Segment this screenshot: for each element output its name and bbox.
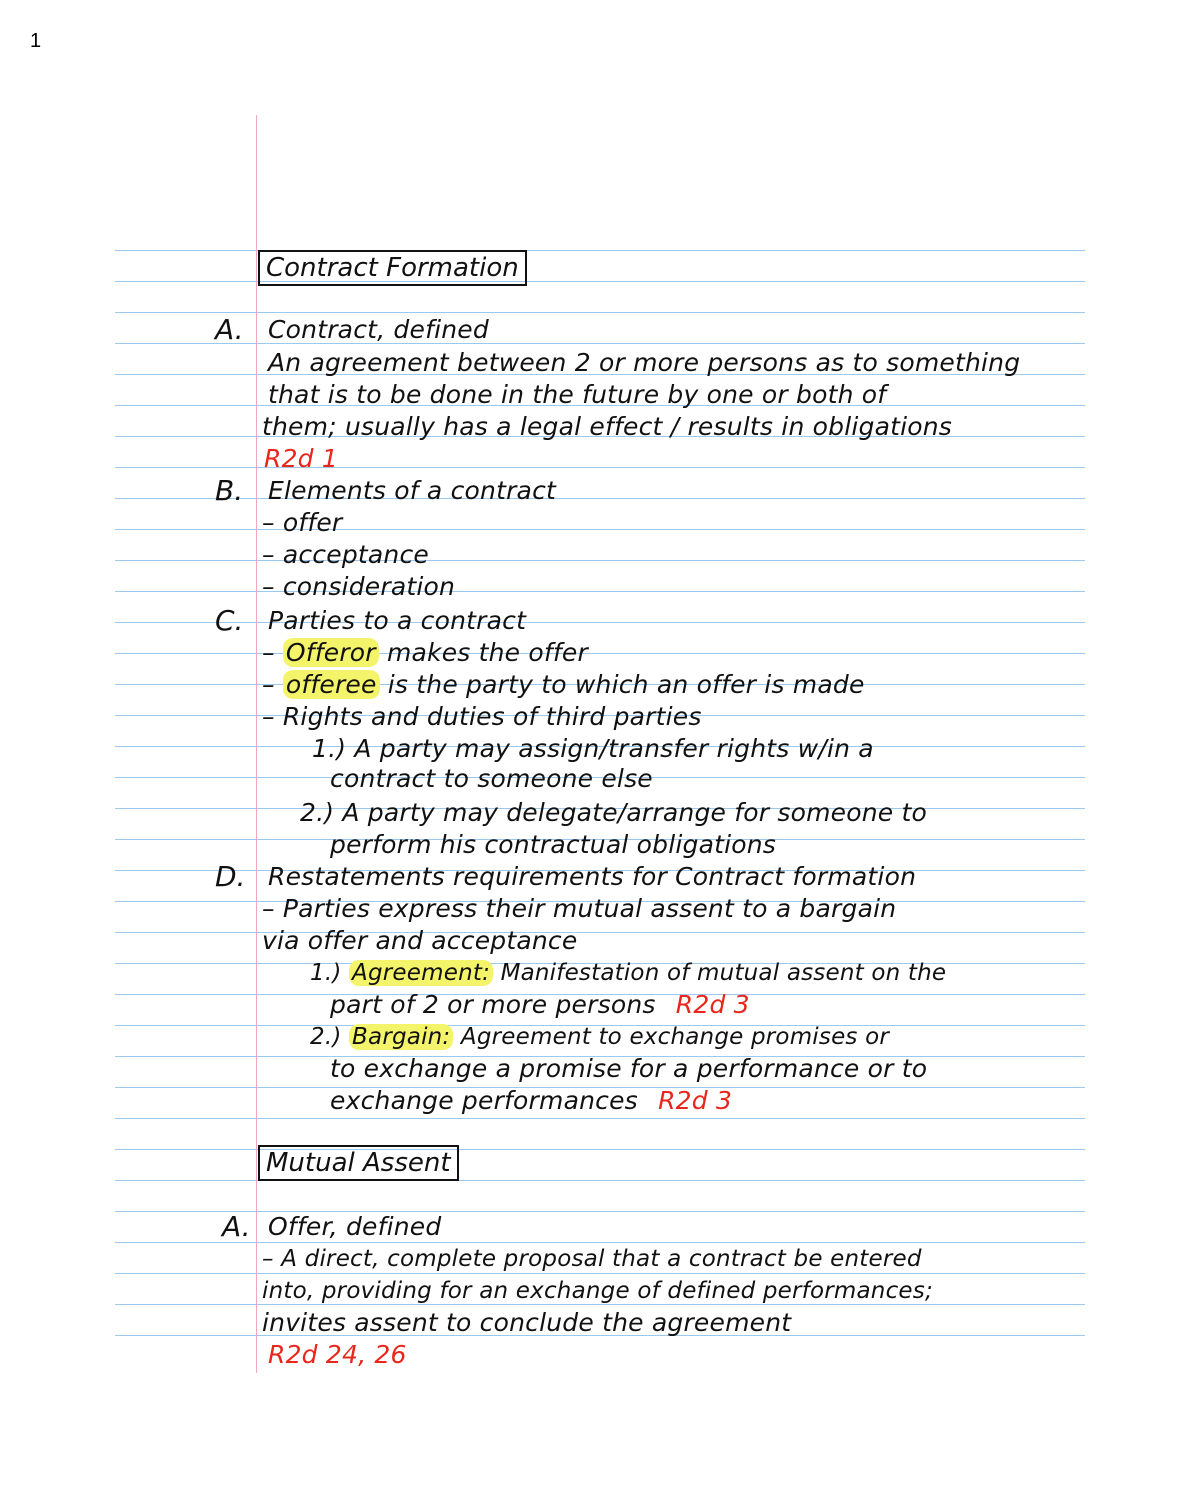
text-line: to exchange a promise for a performance or to (330, 1054, 928, 1083)
rule-line (115, 622, 1085, 623)
highlight-offeree: offeree (283, 670, 380, 699)
dash: – (262, 638, 275, 667)
heading-restatements: Restatements requirements for Contract formation (268, 862, 917, 891)
heading-offer-defined: Offer, defined (268, 1212, 442, 1241)
text-fragment: part of 2 or more persons (330, 990, 656, 1019)
rule-line (115, 1211, 1085, 1212)
rule-line (115, 591, 1085, 592)
section-title-contract-formation: Contract Formation (258, 250, 527, 286)
marker-a: A. (222, 1210, 251, 1243)
citation-r2d-24-26: R2d 24, 26 (268, 1340, 407, 1369)
section-title-mutual-assent: Mutual Assent (258, 1145, 459, 1181)
citation-r2d-3: R2d 3 (675, 990, 750, 1019)
rule-line (115, 312, 1085, 313)
rule-line (115, 1242, 1085, 1243)
rule-line (115, 1118, 1085, 1119)
text-fragment: Manifestation of mutual assent on the (500, 960, 947, 986)
marker-c: C. (215, 604, 244, 637)
text-fragment: is the party to which an offer is made (387, 670, 865, 699)
text-line: contract to someone else (330, 764, 653, 793)
text-line (310, 958, 946, 988)
text-line (310, 1022, 889, 1052)
list-number: 2.) (310, 1024, 342, 1050)
text-line: 1.) A party may assign/transfer rights w/in a (312, 734, 874, 763)
highlight-bargain: Bargain: (349, 1024, 453, 1050)
rule-line (115, 932, 1085, 933)
text-line: An agreement between 2 or more persons as to something (268, 348, 1021, 377)
text-fragment: Agreement to exchange promises or (460, 1024, 890, 1050)
text-line: them; usually has a legal effect / results in obligations (262, 412, 953, 441)
list-number: 1.) (310, 960, 342, 986)
text-line (262, 638, 588, 668)
text-line: – Rights and duties of third parties (262, 702, 702, 731)
text-fragment: exchange performances (330, 1086, 638, 1115)
dash: – (262, 670, 275, 699)
text-line: into, providing for an exchange of defined performances; (262, 1278, 933, 1304)
text-line: perform his contractual obligations (330, 830, 777, 859)
rule-line (115, 653, 1085, 654)
list-item: – consideration (262, 572, 456, 601)
page-number: 1 (30, 30, 42, 52)
citation-r2d-1: R2d 1 (264, 444, 338, 473)
citation-r2d-3: R2d 3 (658, 1086, 733, 1115)
heading-parties: Parties to a contract (268, 606, 527, 635)
text-fragment: makes the offer (386, 638, 588, 667)
text-line: that is to be done in the future by one or both of (268, 380, 887, 409)
rule-line (115, 498, 1085, 499)
rule-line (115, 560, 1085, 561)
rule-line (115, 343, 1085, 344)
marker-a: A. (215, 313, 244, 346)
text-line: via offer and acceptance (262, 926, 578, 955)
text-line (262, 670, 865, 700)
heading-elements: Elements of a contract (268, 476, 557, 505)
list-item: – acceptance (262, 540, 429, 569)
margin-line (256, 115, 257, 1373)
text-line: 2.) A party may delegate/arrange for someone to (300, 798, 927, 827)
text-line: invites assent to conclude the agreement (262, 1308, 792, 1337)
text-line (330, 1086, 732, 1116)
list-item: – offer (262, 508, 343, 537)
text-line: – A direct, complete proposal that a contract be entered (262, 1246, 922, 1272)
text-line: – Parties express their mutual assent to a bargain (262, 894, 897, 923)
highlight-agreement: Agreement: (349, 960, 493, 986)
rule-line (115, 467, 1085, 468)
heading-contract-defined: Contract, defined (268, 315, 489, 344)
marker-b: B. (215, 474, 244, 507)
marker-d: D. (215, 860, 246, 893)
text-line (330, 990, 750, 1020)
highlight-offeror: Offeror (283, 638, 379, 667)
rule-line (115, 529, 1085, 530)
